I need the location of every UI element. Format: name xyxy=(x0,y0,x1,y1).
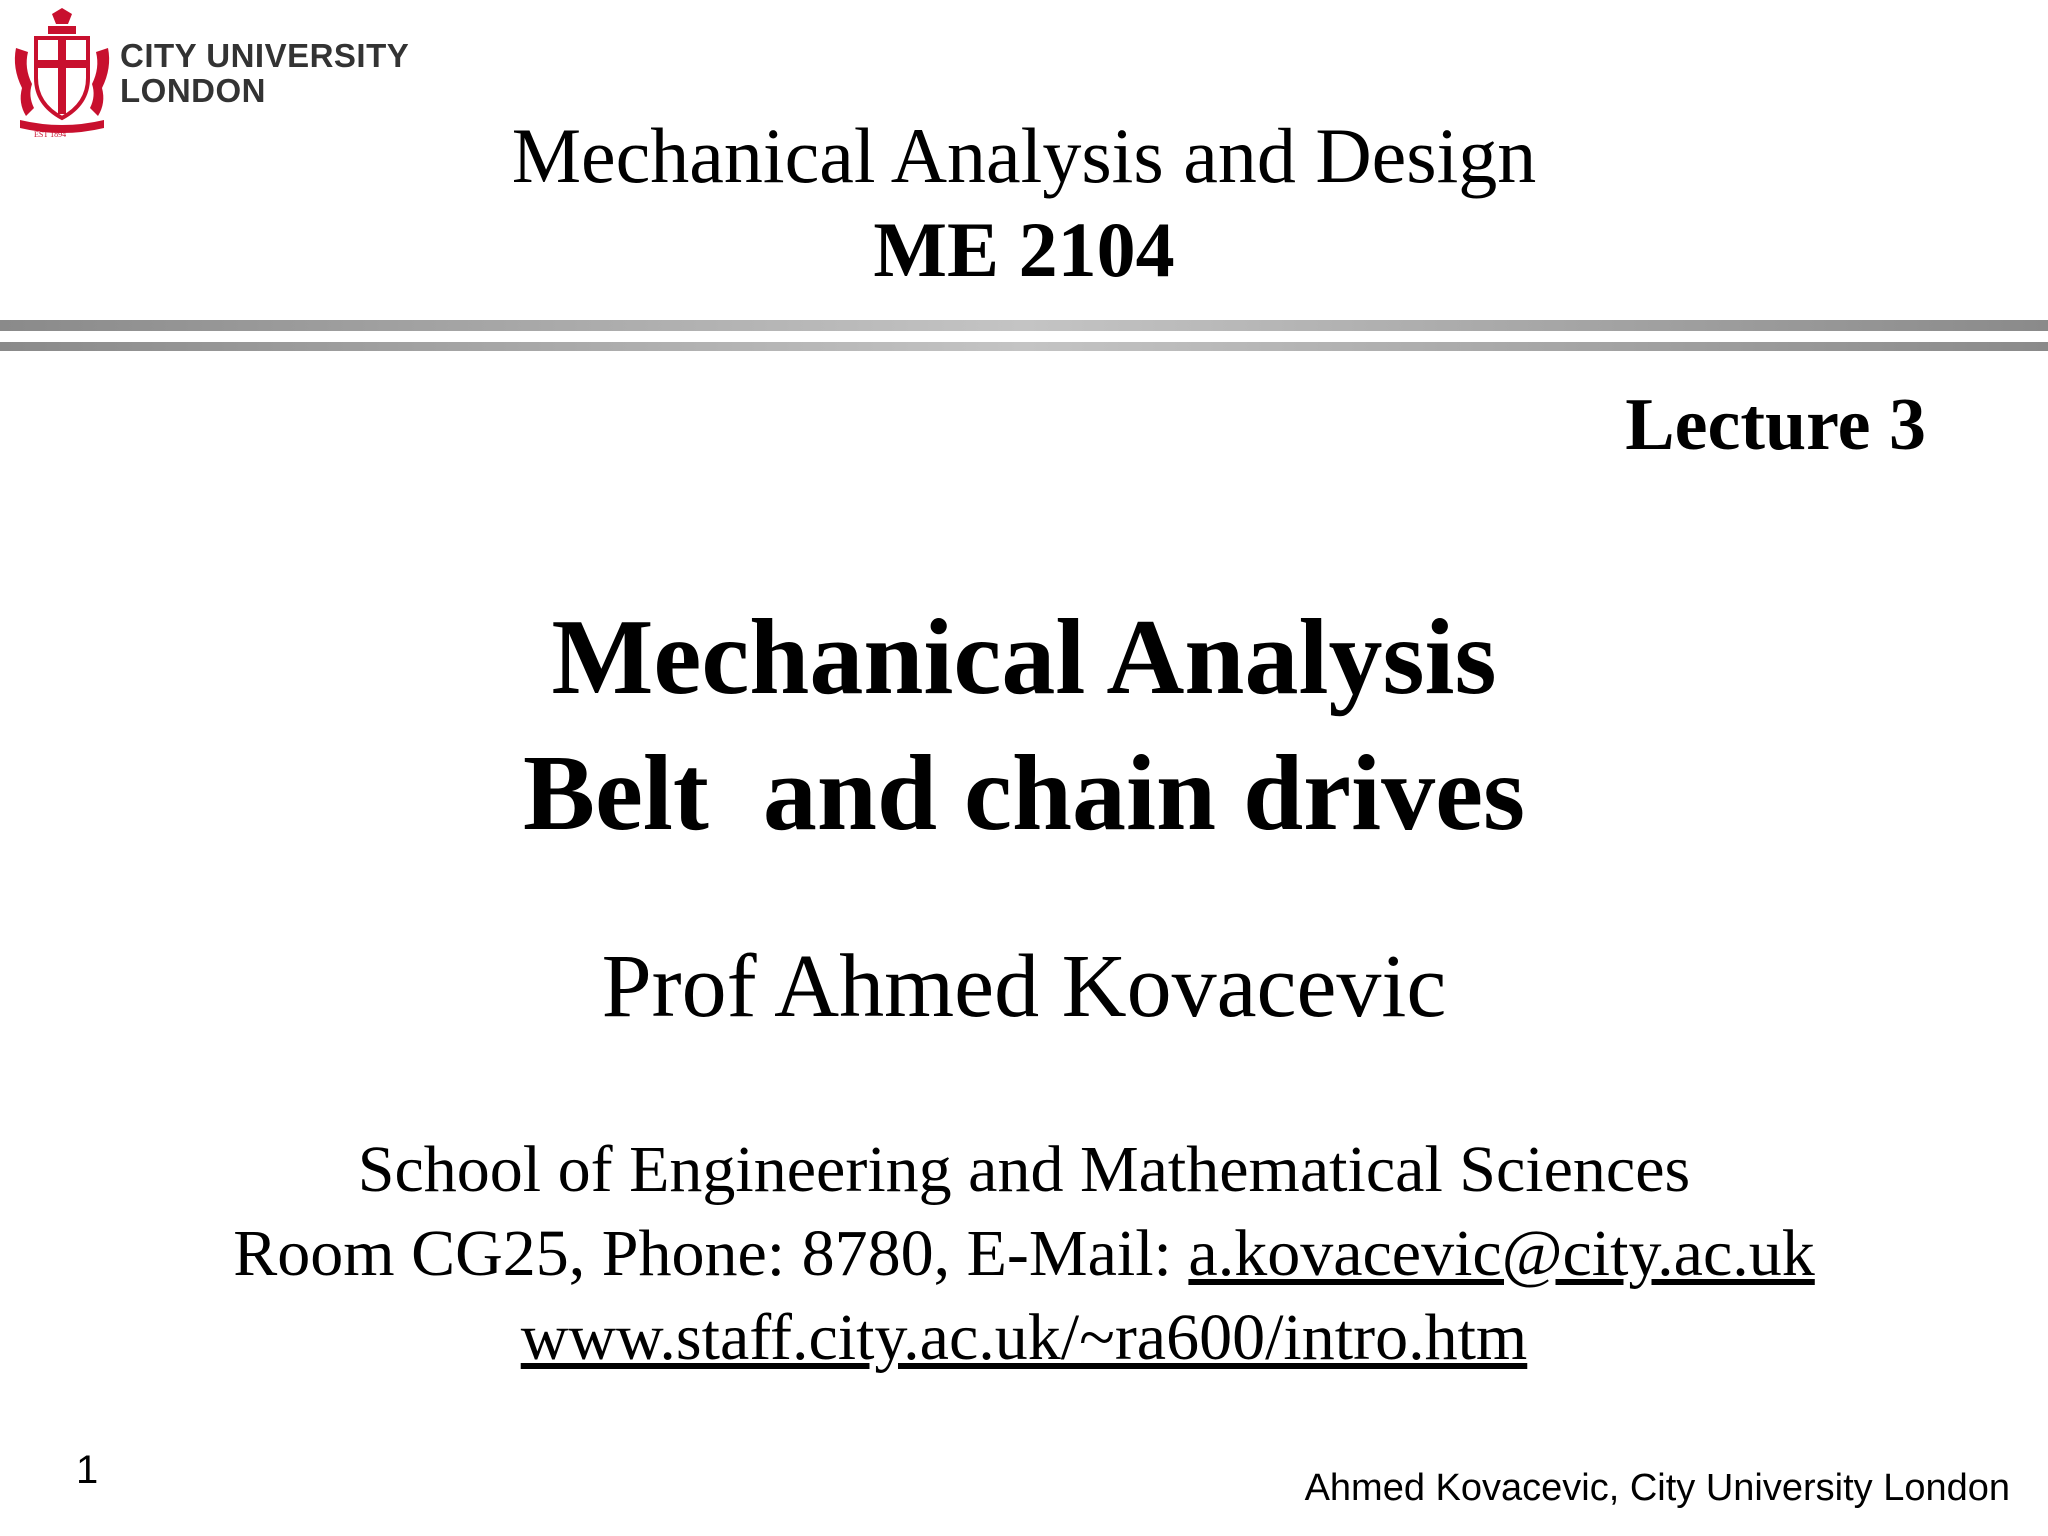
header-divider-top xyxy=(0,320,2048,331)
header-divider-bottom xyxy=(0,342,2048,351)
logo-line-1: CITY UNIVERSITY xyxy=(120,37,410,74)
course-title: Mechanical Analysis and Design xyxy=(511,112,1537,199)
slide-footer: Ahmed Kovacevic, City University London xyxy=(1304,1467,2010,1509)
slide-title-line-2: Belt and chain drives xyxy=(522,734,1526,853)
logo-wordmark xyxy=(120,38,409,108)
room-phone-text: Room CG25, Phone: 8780, E-Mail: xyxy=(233,1217,1189,1290)
slide-number: 1 xyxy=(76,1448,99,1492)
website-link[interactable]: www.staff.city.ac.uk/~ra600/intro.htm xyxy=(520,1301,1528,1374)
logo-est: EST 1894 xyxy=(34,130,67,139)
lecture-label: Lecture 3 xyxy=(1625,384,1926,466)
logo-line-2: LONDON xyxy=(120,72,266,109)
website-line xyxy=(0,1296,2048,1380)
email-link[interactable]: a.kovacevic@city.ac.uk xyxy=(1188,1217,1815,1290)
course-code: ME 2104 xyxy=(873,206,1175,293)
contact-block xyxy=(0,1128,2048,1380)
slide-title-line-1: Mechanical Analysis xyxy=(551,598,1497,717)
author-name: Prof Ahmed Kovacevic xyxy=(601,937,1447,1036)
school-name: School of Engineering and Mathematical Sciences xyxy=(357,1133,1691,1206)
contact-line xyxy=(0,1212,2048,1296)
slide-title xyxy=(0,590,2048,862)
